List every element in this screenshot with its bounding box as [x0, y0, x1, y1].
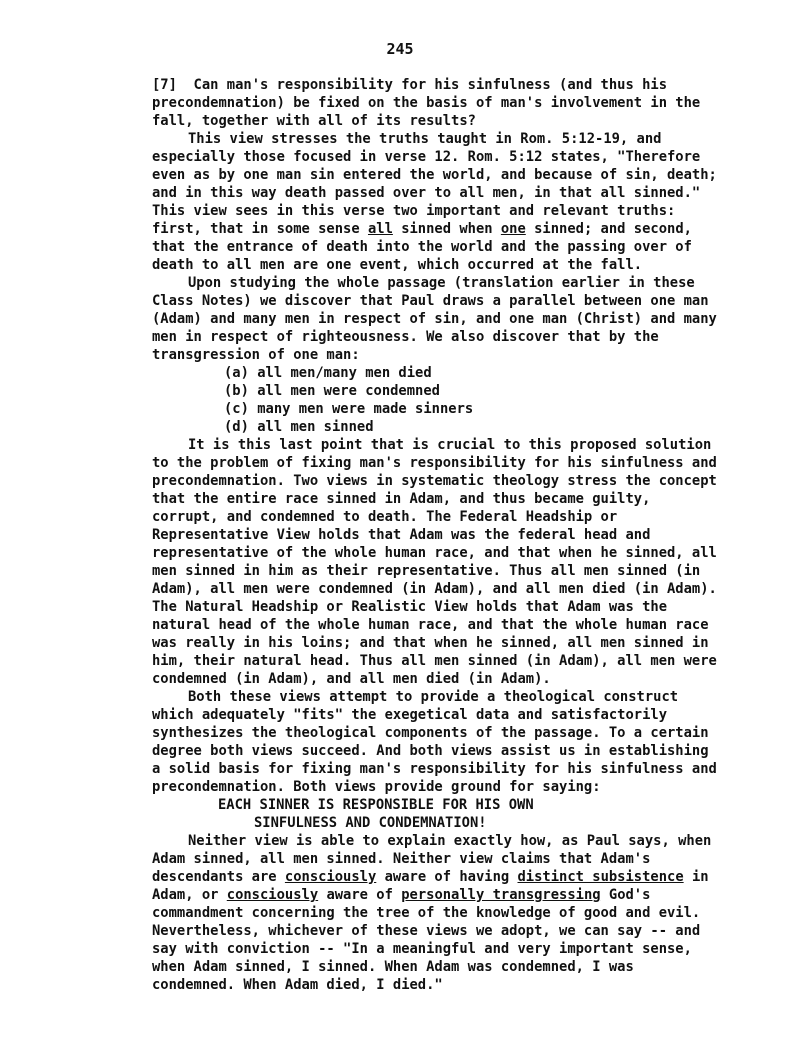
list-item: (c) many men were made sinners — [224, 401, 474, 417]
emphasis-line-1: EACH SINNER IS RESPONSIBLE FOR HIS OWN — [218, 797, 534, 813]
text-run: sinned when — [392, 221, 501, 237]
underlined-consciously: consciously — [226, 887, 319, 903]
paragraph-conclusion — [152, 832, 722, 994]
paragraph-rom-5-12 — [152, 130, 722, 274]
page-number: 245 — [386, 40, 414, 58]
text-run: Neither view is able to explain exactly how, as Paul says, when Adam sinned, all men sinned. Neither view claims that Adam's descendants are — [152, 833, 712, 885]
text-run: in Adam, or — [152, 869, 709, 903]
underlined-one: one — [500, 221, 526, 237]
question-paragraph — [152, 76, 722, 130]
emphasis-line-2: SINFULNESS AND CONDEMNATION! — [254, 815, 487, 831]
underlined-personally-transgressing: personally transgressing — [401, 887, 601, 903]
emphasis-statement — [152, 796, 722, 832]
underlined-distinct-subsistence: distinct subsistence — [517, 869, 684, 885]
text-run: sinned; and second, that the entrance of death into the world and the passing over of death to all men are one event, which occurred at the fall. — [152, 221, 692, 273]
underlined-all: all — [367, 221, 393, 237]
paragraph-whole-passage: Upon studying the whole passage (translation earlier in these Class Notes) we discover that Paul draws a parallel between one man (Adam) and many men in respect of sin, and one man (Christ) and many men in respect of righteousness. We also discover that by the transgression of one man: — [152, 275, 717, 363]
list-item: (a) all men/many men died — [224, 365, 432, 381]
question-text: Can man's responsibility for his sinfulness (and thus his precondemnation) be fixed on the basis of man's involvement in the fall, together with all of its results? — [152, 77, 701, 129]
transgression-results-list — [152, 364, 722, 436]
text-run: This view stresses the truths taught in Rom. 5:12-19, and especially those focused in verse 12. Rom. 5:12 states, "Therefore even as by one man sin entered the world, and because of sin, death; and in this way death passed over to all men, in that all sinned." This view sees in this verse two important and relevant truths: first, that in some sense — [152, 131, 717, 237]
text-run: God's commandment concerning the tree of the knowledge of good and evil. Nevertheless, whichever of these views we adopt, we can say -- and say with conviction -- "In a meaningful and very important sense, when Adam sinned, I sinned. When Adam was condemned, I was condemned. When Adam died, I died." — [152, 887, 701, 993]
paragraph-both-views: Both these views attempt to provide a theological construct which adequately "fits" the exegetical data and satisfactorily synthesizes the theological components of the passage. To a certain degree both views succeed. And both views assist us in establishing a solid basis for fixing man's responsibility for his sinfulness and precondemnation. Both views provide ground for saying: — [152, 689, 717, 795]
underlined-consciously: consciously — [284, 869, 377, 885]
list-item: (d) all men sinned — [224, 419, 374, 435]
document-body — [152, 76, 722, 994]
text-run: aware of having — [376, 869, 518, 885]
paragraph-headship-views: It is this last point that is crucial to this proposed solution to the problem of fixing man's responsibility for his sinfulness and precondemnation. Two views in systematic theology stress the concept that the entire race sinned in Adam, and thus became guilty, corrupt, and condemned to death. The Federal Headship or Representative View holds that Adam was the federal head and representative of the whole human race, and that when he sinned, all men sinned in him as their representative. Thus all men sinned (in Adam), all men were condemned (in Adam), and all men died (in Adam). The Natural Headship or Realistic View holds that Adam was the natural head of the whole human race, and that the whole human race was really in his loins; and that when he sinned, all men sinned in him, their natural head. Thus all men sinned (in Adam), all men were condemned (in Adam), and all men died (in Adam). — [152, 437, 717, 687]
question-label: [7] — [152, 77, 177, 93]
text-run: aware of — [318, 887, 402, 903]
list-item: (b) all men were condemned — [224, 383, 440, 399]
